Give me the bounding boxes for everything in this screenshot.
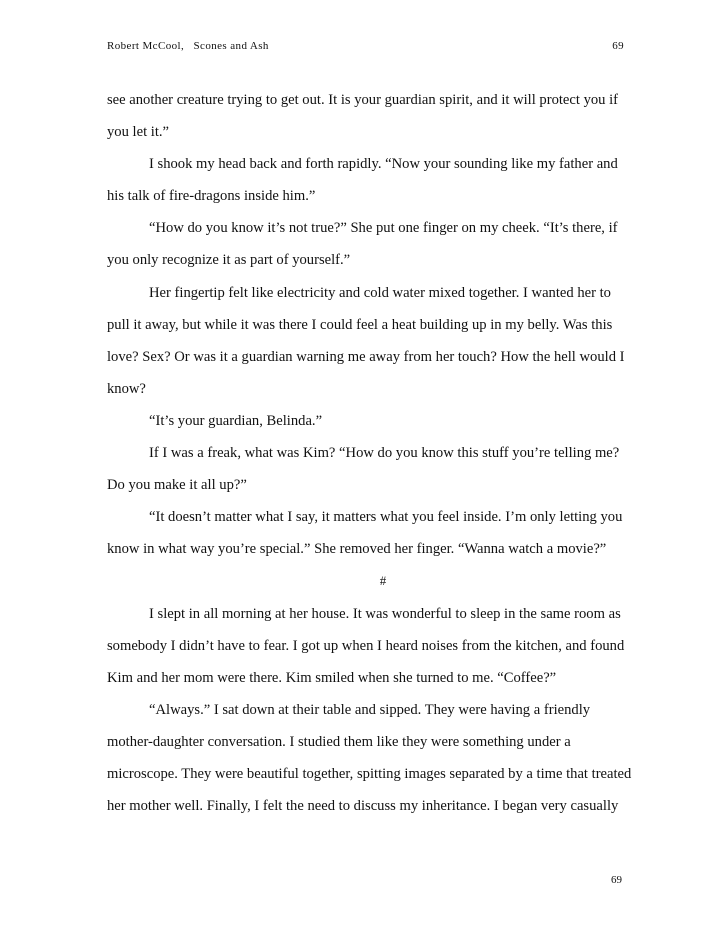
text-line: somebody I didn’t have to fear. I got up when I heard noises from the kitchen, and found: [107, 637, 625, 654]
footer-page-number: 69: [611, 874, 622, 886]
running-header: [107, 40, 624, 56]
header-page-number: 69: [612, 40, 624, 52]
body-text: [107, 84, 632, 822]
text-line: “It doesn’t matter what I say, it matters what you feel inside. I’m only letting you: [149, 509, 623, 526]
text-line: “It’s your guardian, Belinda.”: [149, 412, 323, 429]
text-line: “How do you know it’s not true?” She put one finger on my cheek. “It’s there, if: [149, 220, 618, 237]
text-line: If I was a freak, what was Kim? “How do you know this stuff you’re telling me?: [149, 445, 620, 462]
text-line: see another creature trying to get out. It is your guardian spirit, and it will protect you if: [107, 92, 619, 108]
text-line: I shook my head back and forth rapidly. “Now your sounding like my father and: [149, 156, 618, 173]
text-line: her mother well. Finally, I felt the need to discuss my inheritance. I began very casually: [107, 798, 619, 815]
text-line: know?: [107, 380, 146, 397]
text-line: his talk of fire-dragons inside him.”: [107, 188, 316, 205]
text-line: you only recognize it as part of yourself.”: [107, 252, 351, 269]
text-line: I slept in all morning at her house. It was wonderful to sleep in the same room as: [149, 605, 621, 622]
text-line: microscope. They were beautiful together, spitting images separated by a time that treated: [107, 765, 632, 782]
author-and-title: Robert McCool, Scones and Ash: [107, 40, 269, 52]
text-line: love? Sex? Or was it a guardian warning me away from her touch? How the hell would I: [107, 348, 625, 365]
scene-break: #: [379, 573, 387, 589]
text-line: “Always.” I sat down at their table and sipped. They were having a friendly: [149, 701, 591, 718]
text-line: mother-daughter conversation. I studied them like they were something under a: [107, 733, 571, 750]
text-line: you let it.”: [107, 124, 170, 141]
text-line: Do you make it all up?”: [107, 477, 247, 494]
text-line: Her fingertip felt like electricity and cold water mixed together. I wanted her to: [149, 284, 611, 301]
text-line: Kim and her mom were there. Kim smiled when she turned to me. “Coffee?”: [107, 669, 557, 686]
text-line: know in what way you’re special.” She removed her finger. “Wanna watch a movie?”: [107, 541, 607, 558]
text-line: pull it away, but while it was there I could feel a heat building up in my belly. Was this: [107, 316, 613, 333]
